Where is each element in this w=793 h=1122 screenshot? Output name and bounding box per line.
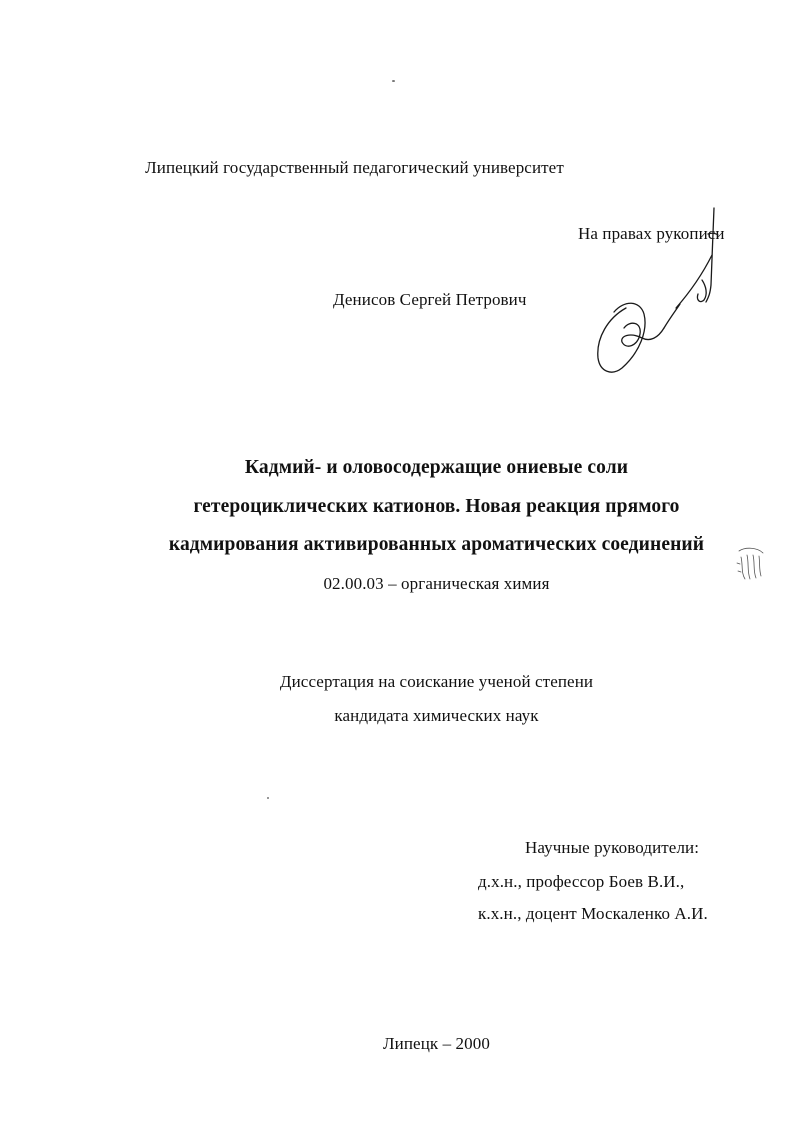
thesis-title-line-2: гетероциклических катионов. Новая реакция прямого — [193, 496, 680, 517]
university-name: Липецкий государственный педагогический университет — [145, 158, 564, 177]
degree-line-1: Диссертация на соискание ученой степени — [279, 672, 594, 691]
specialty-code: 02.00.03 – органическая химия — [323, 574, 550, 593]
thesis-title-line-1: Кадмий- и оловосодержащие ониевые соли — [244, 457, 629, 478]
manuscript-rights-note: На правах рукописи — [578, 224, 725, 243]
supervisor-2: к.х.н., доцент Москаленко А.И. — [478, 904, 708, 923]
thesis-title-line-3: кадмирования активированных ароматических соединений — [168, 534, 705, 555]
supervisor-1: д.х.н., профессор Боев В.И., — [478, 872, 685, 891]
author-name: Денисов Сергей Петрович — [333, 290, 527, 309]
supervisors-heading: Научные руководители: — [525, 838, 700, 857]
scan-speck — [392, 80, 395, 82]
scan-speck — [267, 797, 269, 799]
city-year: Липецк – 2000 — [383, 1034, 490, 1053]
degree-line-2: кандидата химических наук — [334, 706, 539, 725]
signature-image — [590, 200, 730, 380]
